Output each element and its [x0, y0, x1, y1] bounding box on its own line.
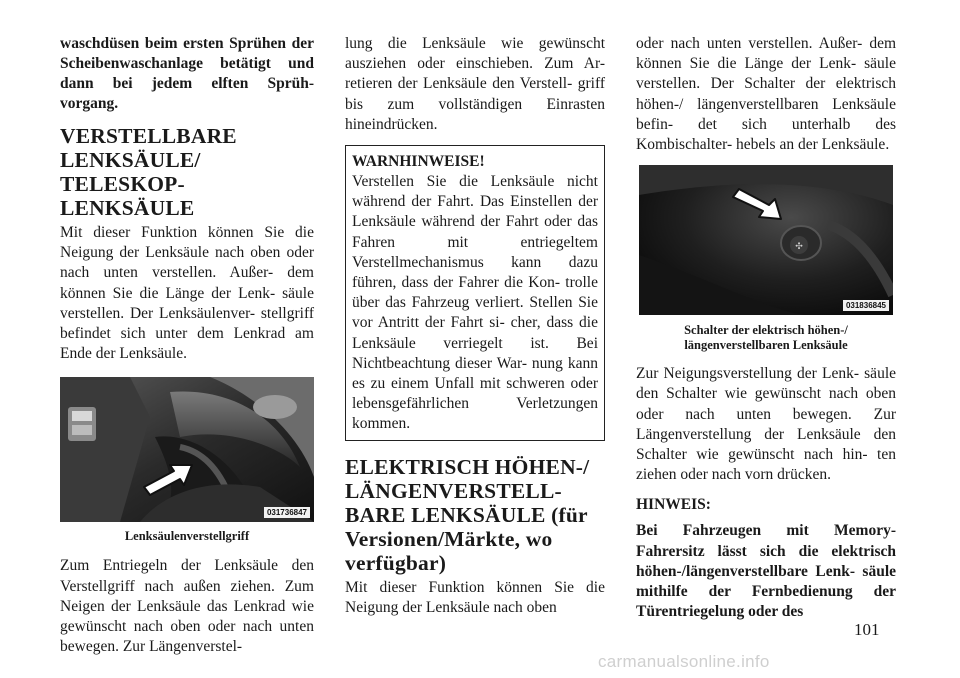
heading-line: Versionen/Märkte, wo [345, 526, 553, 551]
heading-line: ELEKTRISCH HÖHEN-/ [345, 454, 590, 479]
warning-text: Verstellen Sie die Lenksäule nicht während der Fahrt. Das Einstellen der Lenksäule während der Fahrt oder das Fahren mit entriegeltem Verstellmechanismus kann dazu führen, dass der Fahrer die Kon- trolle über das Fahrzeug verliert. Stellen Sie vor Antritt der Fahrt si- cher, dass die Lenksäule verriegelt ist. Bei Nichtbeachtung dieser War- nung kann es zu einem Unfall mit schweren oder lebensgefährlichen Verletzungen kommen. [352, 173, 598, 433]
lever-photo-illustration [60, 377, 314, 522]
watermark: carmanualsonline.info [598, 652, 770, 671]
section-heading-power-column [345, 455, 605, 575]
intro-bold-text: waschdüsen beim ersten Sprühen der Scheibenwaschanlage betätigt und dann bei jedem elften Sprüh- vorgang. [60, 35, 314, 112]
paragraph: Zum Entriegeln der Lenksäule den Verstellgriff nach außen ziehen. Zum Neigen der Lenksäule das Lenkrad wie gewünscht nach oben oder nach unten bewegen. Zur Längenverstel- [60, 557, 314, 656]
heading-line: verfügbar) [345, 550, 447, 575]
heading-line: LÄNGENVERSTELL- [345, 478, 562, 503]
paragraph: lung die Lenksäule wie gewünscht ausziehen oder einschieben. Zum Ar- retieren der Lenksäule den Verstell- griff bis zum vollständigen Einrasten hineindrücken. [345, 35, 605, 133]
power-column-switch-photo [639, 165, 893, 315]
page-number: 101 [854, 620, 880, 639]
arrow-icon [729, 185, 789, 225]
photo-caption [636, 323, 896, 353]
photo-caption: Lenksäulenverstellgriff [124, 529, 250, 544]
paragraph: Zur Neigungsverstellung der Lenk- säule den Schalter wie gewünscht nach oben oder nach unten bewegen. Zur Längenverstellung der Lenksäule den Schalter wie gewünscht nach hin- ten ziehen oder nach vorn drücken. [636, 365, 896, 484]
column-left [60, 34, 314, 657]
svg-text:✣: ✣ [795, 242, 803, 253]
paragraph: oder nach unten verstellen. Außer- dem können Sie die Länge der Lenk- säule verstellen. Der Schalter der elektrisch höhen-/ längenverstellbaren Lenksäule befin- det sich unterhalb des Kombischalter- hebels an der Lenksäule. [636, 35, 896, 154]
caption-line: Schalter der elektrisch höhen-/ [684, 323, 848, 338]
heading-line: LENKSÄULE/ [60, 148, 201, 172]
column-right [636, 34, 896, 622]
section-heading-tilt-telescope [60, 124, 314, 220]
heading-line: TELESKOP-LENKSÄULE [60, 172, 195, 220]
heading-line: VERSTELLBARE [60, 124, 237, 148]
warning-title: WARNHINWEISE! [352, 153, 485, 171]
photo-reference-code: 031836845 [843, 300, 889, 311]
column-middle [345, 34, 605, 618]
paragraph: Mit dieser Funktion können Sie die Neigung der Lenksäule nach oben oder nach unten verstellen. Außer- dem können Sie die Länge der Lenk- säule verstellen. Der Lenksäulenver- stellgriff befindet sich unter dem Lenkrad am Ende der Lenksäule. [60, 224, 314, 363]
heading-line: BARE LENKSÄULE (für [345, 502, 588, 527]
arrow-icon [140, 459, 200, 499]
caption-line: längenverstellbaren Lenksäule [684, 338, 848, 353]
note-text: Bei Fahrzeugen mit Memory- Fahrersitz lässt sich die elektrisch höhen-/längenverstellbare Lenk- säule mithilfe der Fernbedienung der Türentriegelung oder des [636, 522, 896, 621]
steering-column-lever-photo [60, 377, 314, 522]
photo-reference-code: 031736847 [264, 507, 310, 518]
paragraph: Mit dieser Funktion können Sie die Neigung der Lenksäule nach oben [345, 578, 605, 616]
warning-box [345, 145, 605, 441]
note-title: HINWEIS: [636, 496, 711, 514]
